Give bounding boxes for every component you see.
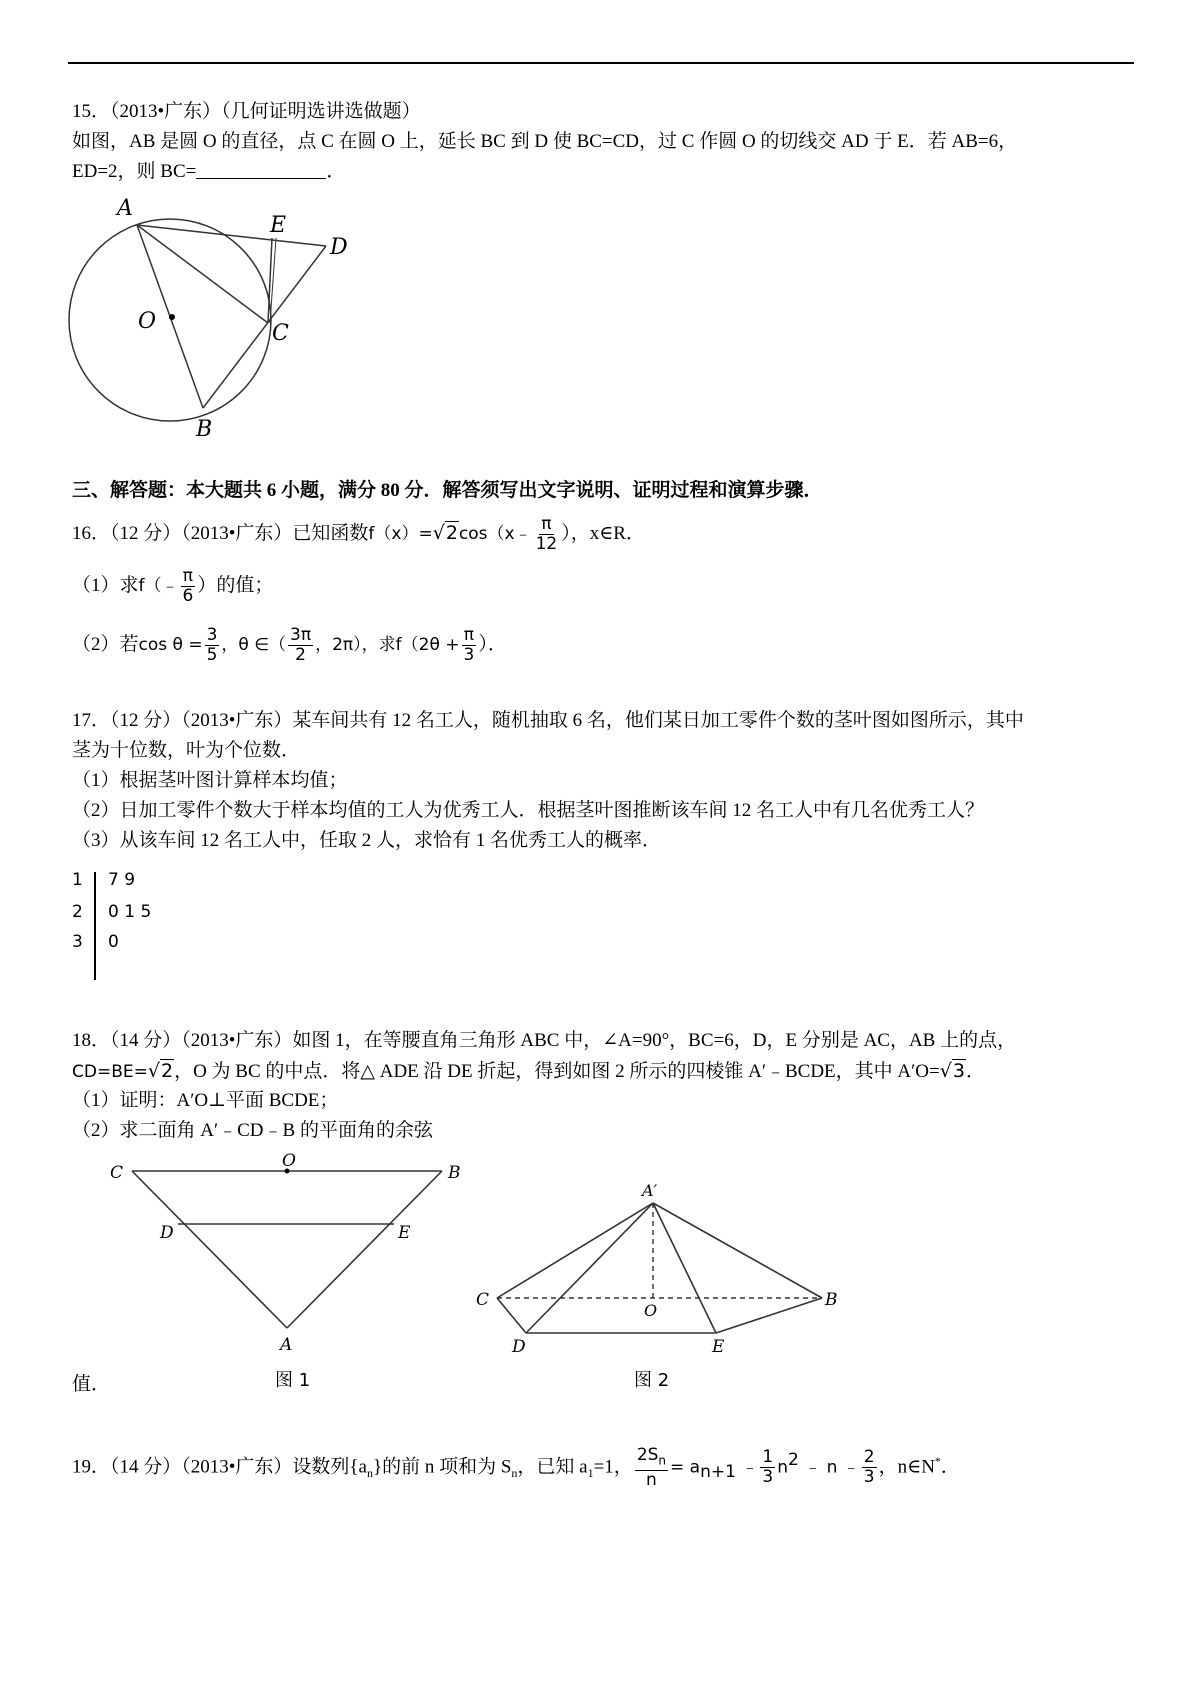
q16-sqrt: √2 [432, 522, 458, 544]
figure-caption: 图 1 [275, 1370, 311, 1391]
q17-part1: （1）根据茎叶图计算样本均值； [72, 770, 348, 791]
q16-p2-suffix: ）． [478, 634, 507, 655]
q19-tail: ，n∈N [878, 1456, 935, 1478]
q19-mid3: =1， [593, 1456, 633, 1478]
q15-text-line1: 如图，AB 是圆 O 的直径，点 C 在圆 O 上，延长 BC 到 D 使 BC=CD，过 C 作圆 O 的切线交 AD 于 E．若 AB=6， [72, 131, 1018, 152]
frac-den: 3 [762, 1467, 774, 1488]
q15-text-line2 [72, 158, 345, 186]
superscript: * [934, 1454, 941, 1468]
q18-part1: （1）证明：A′O⊥平面 BCDE； [72, 1090, 339, 1111]
frac-num-text: 2S [636, 1444, 659, 1465]
q17-part3: （3）从该车间 12 名工人中，任取 2 人，求恰有 1 名优秀工人的概率． [72, 830, 662, 851]
leaf-values: 7 9 [108, 870, 136, 890]
q19-frac-2Sn-n [635, 1446, 668, 1490]
q18-figure-2 [470, 1180, 870, 1410]
q16-func-prefix: f（x）= [368, 524, 433, 544]
q15-header: 15．（2013•广东）（几何证明选讲选做题） [72, 101, 421, 122]
q18-part2: （2）求二面角 A′﹣CD﹣B 的平面角的余弦 [72, 1120, 433, 1141]
frac-den: 3 [463, 645, 475, 666]
subscript: n [658, 1453, 667, 1468]
point-label-D: D [330, 235, 348, 260]
q18-sqrt-3-arg: 3 [952, 1060, 965, 1082]
q18-figure-1 [100, 1150, 480, 1410]
q16-p2-mid2: ，2π），求f（2θ + [315, 635, 460, 655]
point-label-D: D [160, 1223, 174, 1243]
q19-text [72, 1432, 960, 1501]
point-label-A-prime: A′ [642, 1181, 658, 1200]
q19-end: ． [940, 1456, 960, 1478]
frac-den: 2 [295, 645, 306, 666]
q18-sqrt-3: √3 [939, 1060, 965, 1082]
point-label-O: O [138, 309, 157, 334]
q16-frac-pi-6 [181, 567, 196, 606]
leaf-values: 0 1 5 [108, 902, 152, 922]
frac-num: π [182, 566, 194, 587]
stem-value: 3 [72, 932, 83, 952]
q16-p1-func: f（﹣ [138, 576, 179, 596]
q19-minus: ﹣ [735, 1457, 759, 1478]
q16-sqrt-arg: 2 [445, 522, 458, 544]
q16-part2 [72, 625, 507, 665]
q16-p2-prefix: （2）若 [72, 634, 139, 655]
q16-p2-mid: ，θ ∈（ [221, 635, 287, 655]
point-label-O: O [282, 1151, 296, 1171]
q19-eq: = a [670, 1457, 701, 1478]
point-label-B: B [825, 1290, 838, 1310]
frac-num: 3π [290, 625, 312, 646]
point-label-C: C [272, 321, 289, 346]
point-label-A: A [280, 1335, 293, 1355]
point-label-D: D [512, 1337, 526, 1357]
stem-value: 2 [72, 902, 83, 922]
q16-frac-3pi-2 [288, 626, 313, 665]
q15-line2-prefix: ED=2，则 BC= [72, 161, 197, 182]
frac-den: 3 [863, 1467, 875, 1488]
superscript: 2 [787, 1450, 799, 1470]
q19-header: 19．（14 分）（2013•广东）设数列{a [72, 1456, 367, 1478]
frac-den: n [646, 1470, 657, 1491]
q16-p1-suffix: ）的值； [197, 575, 274, 596]
frac-num: 2 [863, 1447, 875, 1468]
point-label-E: E [712, 1337, 725, 1357]
frac-den: 6 [182, 586, 194, 607]
q16-p1-prefix: （1）求 [72, 575, 139, 596]
q16-frac-3-5 [205, 626, 220, 665]
frac-num: π [463, 625, 475, 646]
q19-mid4: ﹣ n ﹣ [798, 1457, 860, 1478]
q18-sqrt-2: √2 [147, 1060, 174, 1082]
q18-line2-mid: ，O 为 BC 的中点．将△ ADE 沿 DE 折起，得到如图 2 所示的四棱锥 A′﹣BCDE，其中 A′O= [174, 1061, 940, 1082]
frac-num: 3 [206, 625, 218, 646]
point-label-E: E [398, 1223, 411, 1243]
section3-title: 三、解答题：本大题共 6 小题，满分 80 分．解答须写出文字说明、证明过程和演算步骤． [72, 480, 823, 501]
q18-sqrt-2-arg: 2 [160, 1060, 174, 1082]
q19-frac-1-3 [760, 1448, 775, 1487]
q18-header: 18．（14 分）（2013•广东）如图 1，在等腰直角三角形 ABC 中，∠A=90°，BC=6，D，E 分别是 AC，AB 上的点， [72, 1030, 1017, 1051]
q17-line2: 茎为十位数，叶为个位数． [72, 740, 301, 761]
q17-header: 17．（12 分）（2013•广东）某车间共有 12 名工人，随机抽取 6 名，他们某日加工零件个数的茎叶图如图所示，其中 [72, 710, 1024, 731]
header-rule [68, 62, 1134, 64]
q19-n: n [777, 1457, 788, 1478]
q19-mid2: ，已知 a [517, 1456, 588, 1478]
q16-frac-pi-12 [534, 515, 560, 554]
q15-line2-suffix: ． [326, 161, 346, 182]
q19-frac-2-3 [862, 1448, 877, 1487]
q19-mid1: }的前 n 项和为 S [372, 1456, 512, 1478]
point-label-E: E [270, 213, 287, 238]
q18-line2-prefix: CD=BE= [72, 1062, 148, 1082]
subscript: 1 [587, 1466, 594, 1481]
answer-blank[interactable] [196, 162, 326, 179]
q17-part2: （2）日加工零件个数大于样本均值的工人为优秀工人．根据茎叶图推断该车间 12 名工人中有几名优秀工人？ [72, 800, 985, 821]
point-label-B: B [448, 1163, 461, 1183]
point-label-C: C [110, 1163, 124, 1183]
stem-leaf-divider [94, 872, 96, 980]
q18-line2 [72, 1057, 985, 1086]
q16-header: 16．（12 分）（2013•广东）已知函数 [72, 523, 369, 544]
leaf-values: 0 [108, 932, 119, 952]
point-label-A: A [117, 196, 133, 221]
q18-tail: 值． [72, 1374, 111, 1395]
figure-caption: 图 2 [634, 1370, 670, 1391]
frac-den: 12 [535, 534, 558, 555]
q16-frac-pi-3 [462, 626, 477, 665]
point-label-O: O [644, 1301, 658, 1320]
q16-header-line [72, 513, 645, 554]
frac-num: 1 [762, 1447, 774, 1468]
q16-p2-cos: cos θ = [138, 635, 203, 655]
frac-den: 5 [206, 645, 218, 666]
point-label-C: C [476, 1290, 490, 1310]
frac-num: π [541, 514, 552, 535]
q16-func-suffix: ），x∈R． [561, 523, 645, 544]
subscript: n+1 [700, 1462, 736, 1483]
point-label-B: B [196, 417, 213, 442]
frac-num [635, 1446, 668, 1471]
q16-func-mid: cos（x﹣ [458, 524, 532, 544]
q15-circle-figure [60, 190, 380, 450]
subscript: n [366, 1466, 373, 1481]
subscript: n [511, 1466, 518, 1481]
q18-line2-suffix: ． [965, 1061, 985, 1082]
q16-part1 [72, 566, 273, 606]
stem-value: 1 [72, 870, 83, 890]
